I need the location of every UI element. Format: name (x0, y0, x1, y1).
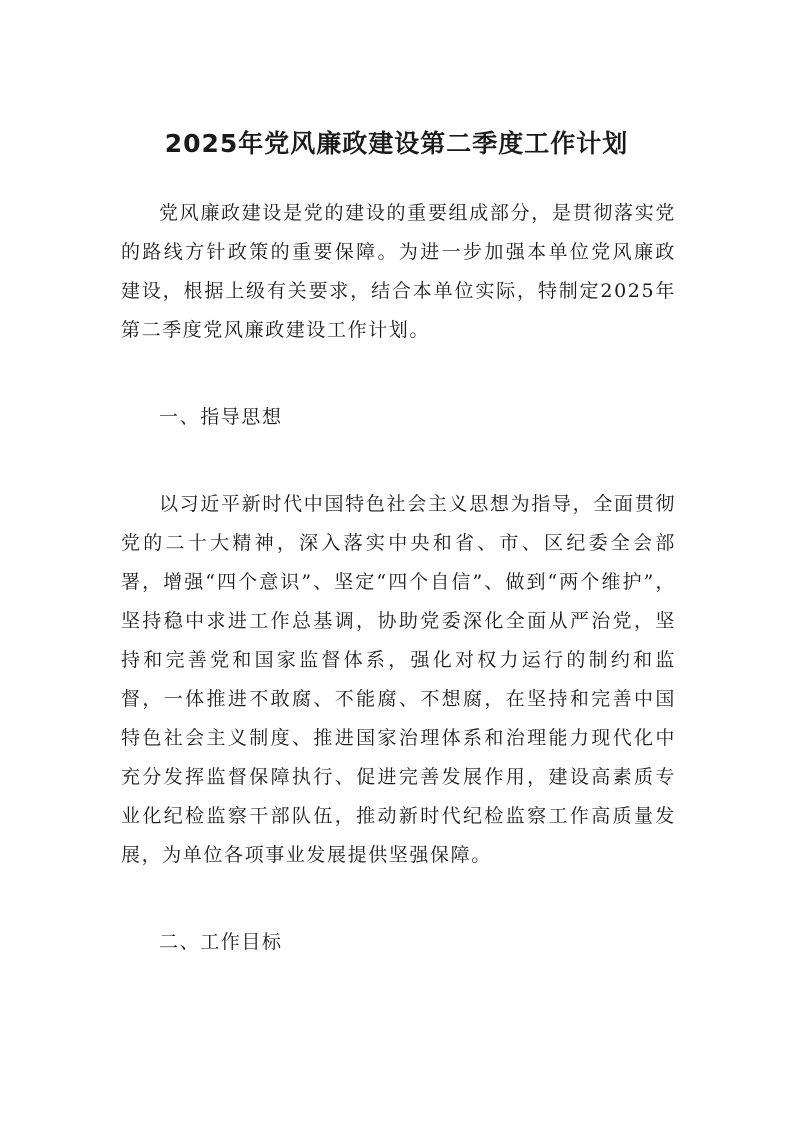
section-heading-guiding-ideology: 一、指导思想 (159, 406, 283, 428)
document-body (121, 194, 676, 962)
spacer (121, 350, 676, 398)
spacer (121, 875, 676, 923)
section-heading-work-goals: 二、工作目标 (159, 931, 283, 953)
document-title: 2025年党风廉政建设第二季度工作计划 (164, 129, 629, 158)
section-body-guiding-ideology: 以习近平新时代中国特色社会主义思想为指导，全面贯彻党的二十大精神，深入落实中央和省、市、区纪委全会部署，增强“四个意识”、坚定“四个自信”、做到“两个维护”，坚持稳中求进工作总基调，协助党委深化全面从严治党，坚持和完善党和国家监督体系，强化对权力运行的制约和监督，一体推进不敢腐、不能腐、不想腐，在坚持和完善中国特色社会主义制度、推进国家治理体系和治理能力现代化中充分发挥监督保障执行、促进完善发展作用，建设高素质专业化纪检监察干部队伍，推动新时代纪检监察工作高质量发展，为单位各项事业发展提供坚强保障。 (121, 493, 676, 866)
spacer (121, 437, 676, 485)
intro-paragraph: 党风廉政建设是党的建设的重要组成部分，是贯彻落实党的路线方针政策的重要保障。为进一步加强本单位党风廉政建设，根据上级有关要求，结合本单位实际，特制定2025年第二季度党风廉政建设工作计划。 (121, 202, 676, 341)
